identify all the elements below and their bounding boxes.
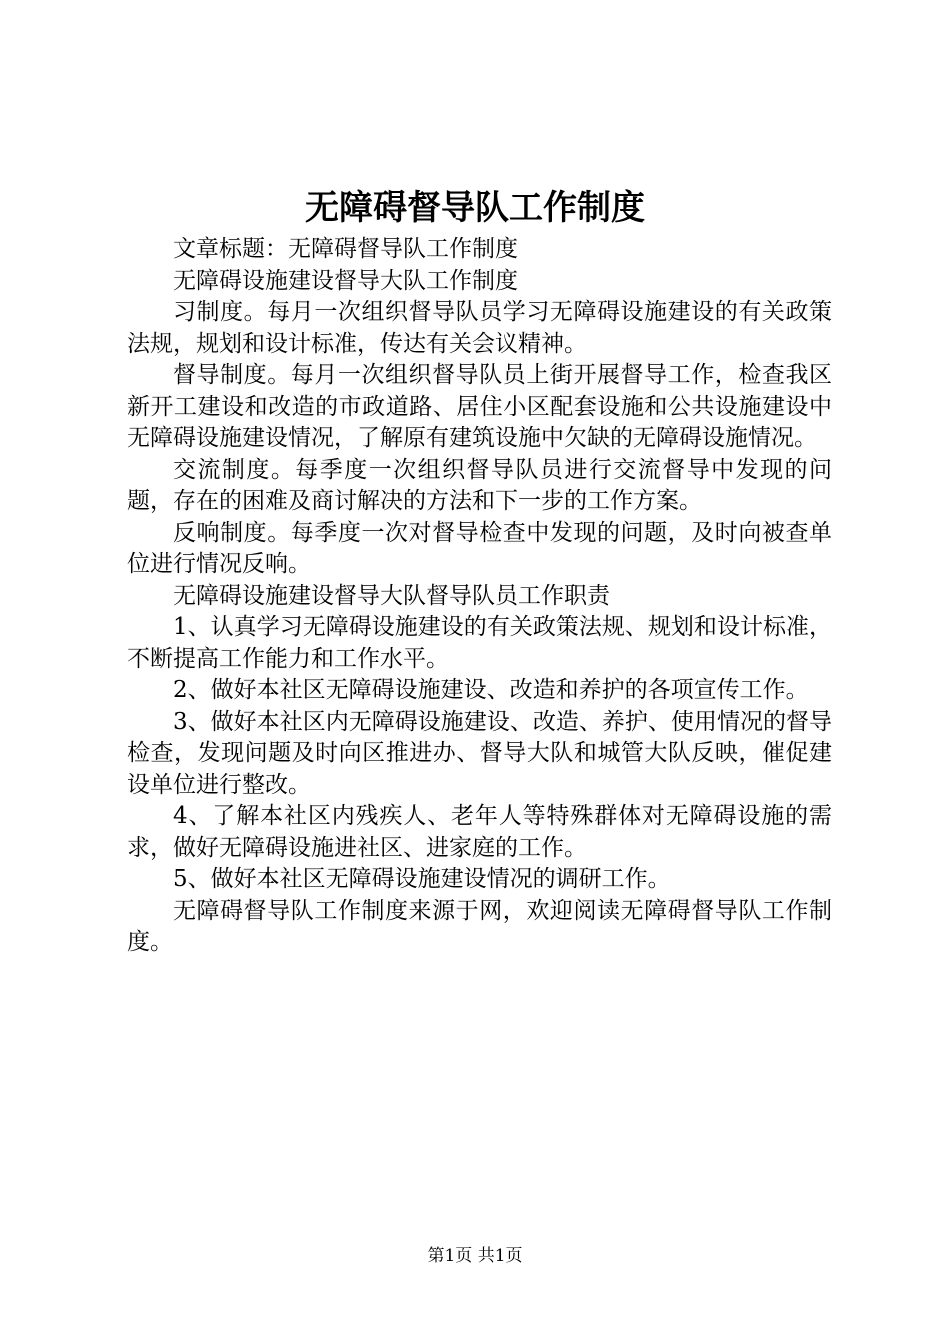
document-body <box>127 234 832 959</box>
page-title: 无障碍督导队工作制度 <box>305 188 645 228</box>
page-number: 第1页 共1页 <box>427 1246 523 1266</box>
paragraph-duty-3: 3、做好本社区内无障碍设施建设、改造、养护、使用情况的督导检查，发现问题及时向区推进办、督导大队和城管大队反映，催促建设单位进行整改。 <box>127 708 832 798</box>
paragraph-duty-2: 2、做好本社区无障碍设施建设、改造和养护的各项宣传工作。 <box>173 677 809 703</box>
paragraph-duty-1: 1、认真学习无障碍设施建设的有关政策法规、规划和设计标准，不断提高工作能力和工作水平。 <box>127 614 832 672</box>
paragraph-supervision-system: 督导制度。每月一次组织督导队员上街开展督导工作，检查我区新开工建设和改造的市政道路、居住小区配套设施和公共设施建设中无障碍设施建设情况，了解原有建筑设施中欠缺的无障碍设施情况。 <box>127 362 832 451</box>
paragraph-exchange-system: 交流制度。每季度一次组织督导队员进行交流督导中发现的问题，存在的困难及商讨解决的方法和下一步的工作方案。 <box>127 456 832 514</box>
paragraph-study-system: 习制度。每月一次组织督导队员学习无障碍设施建设的有关政策法规，规划和设计标准，传达有关会议精神。 <box>127 299 832 357</box>
paragraph-closing: 无障碍督导队工作制度来源于网，欢迎阅读无障碍督导队工作制度。 <box>127 897 832 955</box>
paragraph-duties-heading: 无障碍设施建设督导大队督导队员工作职责 <box>173 582 610 609</box>
paragraph-duty-5: 5、做好本社区无障碍设施建设情况的调研工作。 <box>173 866 671 892</box>
paragraph-subtitle: 无障碍设施建设督导大队工作制度 <box>173 267 518 294</box>
paragraph-article-title: 文章标题：无障碍督导队工作制度 <box>173 236 518 262</box>
paragraph-feedback-system: 反响制度。每季度一次对督导检查中发现的问题，及时向被查单位进行情况反响。 <box>127 519 832 577</box>
paragraph-duty-4: 4、了解本社区内残疾人、老年人等特殊群体对无障碍设施的需求，做好无障碍设施进社区、进家庭的工作。 <box>127 803 832 861</box>
